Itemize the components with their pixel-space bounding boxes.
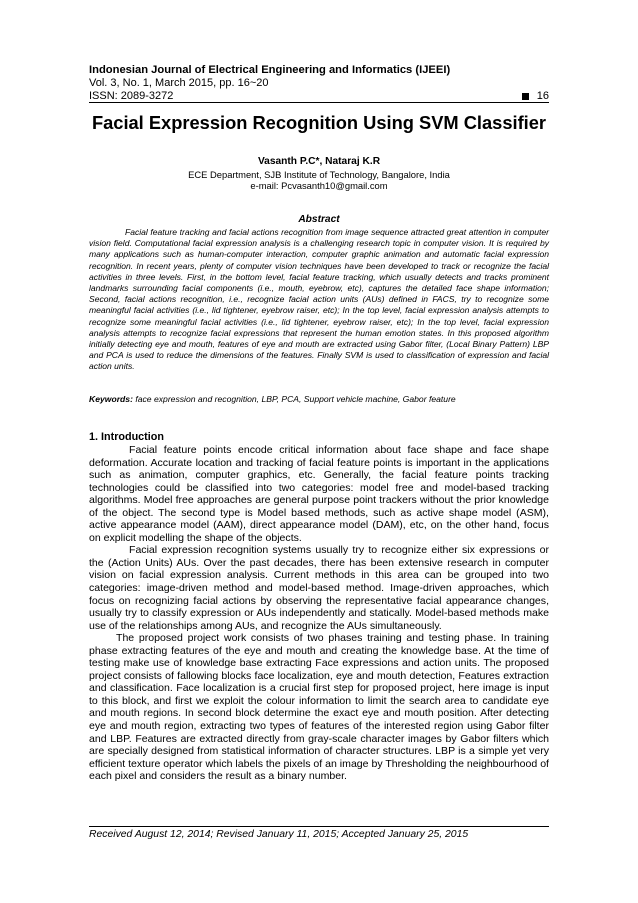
- keywords-text: face expression and recognition, LBP, PCA, Support vehicle machine, Gabor feature: [135, 394, 456, 404]
- paper-title: Facial Expression Recognition Using SVM Classifier: [91, 112, 547, 133]
- introduction-body: [89, 444, 549, 783]
- issn: ISSN: 2089-3272: [89, 90, 174, 102]
- footer-divider: [89, 826, 549, 827]
- affiliation: ECE Department, SJB Institute of Technology, Bangalore, India: [188, 169, 450, 180]
- square-bullet-icon: [522, 93, 529, 100]
- keywords-label: Keywords:: [89, 394, 133, 404]
- volume-line: Vol. 3, No. 1, March 2015, pp. 16~20: [89, 77, 269, 89]
- abstract-text: Facial feature tracking and facial actions recognition from image sequence attracted great attention in computer vision field. Computational facial expression analysis is a challenging research topic in computer vision. It is required by many applications such as human-computer interaction, computer graphic animation and automatic facial expression recognition. In recent years, plenty of computer vision techniques have been developed to track or recognize the facial activities in three levels. First, in the bottom level, facial feature tracking, which usually detects and tracks prominent landmarks surrounding facial components (i.e., mouth, eyebrow, etc), captures the detailed face shape information; Second, facial actions recognition, i.e., recognize facial action units (AUs) defined in FACS, try to recognize some meaningful facial activities (i.e., lid tightener, eyebrow raiser, etc); In the top level, facial expression analysis attempts to recognize some meaningful facial activities (i.e., lid tightener, eyebrow raiser, etc); In the top level, facial expression analysis attempts to recognize facial expressions that represent the human emotion states. In this proposed algorithm initially detecting eye and mouth, features of eye and mouth are extracted using Gabor filter, (Local Binary Pattern) LBP and PCA is used to reduce the dimensions of the features. Finally SVM is used to classification of expression and facial action units.: [89, 227, 549, 372]
- received-dates: Received August 12, 2014; Revised January 11, 2015; Accepted January 25, 2015: [89, 829, 469, 840]
- intro-paragraph-1: Facial feature points encode critical information about face shape and face shape deformation. Accurate location and tracking of facial feature points is important in the applications such as animation, computer graphics, etc. Generally, the facial feature points tracking technologies could be classified into two categories: model free and model-based tracking algorithms. Model free approaches are general purpose point trackers without the prior knowledge of the object. The second type is Model based methods, such as active shape model (ASM), active appearance model (AAM), direct appearance model (DAM), etc, on the other hand, focus on explicit modelling the shape of the objects.: [89, 444, 549, 544]
- intro-paragraph-3: The proposed project work consists of two phases training and testing phase. In training phase extracting features of the eye and mouth and creating the knowledge base. At the time of testing make use of knowledge base extracting Face expressions and action units. The proposed project consists of fallowing blocks face localization, eye and mouth detection, Features extraction and classification. Face localization is a crucial first step for proposed project, here image is input to this block, and first we exploit the colour information to limit the search area to candidate eye and mouth regions. In second block determine the exact eye and mouth position. After detecting eye and mouth region, extracting two types of features of the interested region using Gabor filter and LBP. Features are extracted directly from gray-scale character images by Gabor filters which are specially designed from statistical information of character structures. LBP is a simple yet very efficient texture operator which labels the pixels of an image by Thresholding the neighbourhood of each pixel and considers the result as a binary number.: [89, 632, 549, 783]
- header-divider: [89, 102, 549, 103]
- abstract-heading: Abstract: [298, 214, 340, 225]
- intro-paragraph-2: Facial expression recognition systems usually try to recognize either six expressions or the (Action Units) AUs. Over the past decades, there has been extensive research in computer vision on facial expression analysis. Current methods in this area can be grouped into two categories: image-driven method and model-based method. Image-driven approaches, which focus on recognizing facial actions by observing the representative facial appearance changes, usually try to classify expression or AUs independently and statically. Model-based methods make use of the relationships among AUs, and recognize the AUs simultaneously.: [89, 544, 549, 632]
- keywords: [89, 394, 549, 405]
- section-heading-introduction: 1. Introduction: [89, 431, 164, 443]
- author-email: e-mail: Pcvasanth10@gmail.com: [250, 180, 388, 191]
- journal-header: [89, 64, 549, 103]
- journal-name: Indonesian Journal of Electrical Engineering and Informatics (IJEEI): [89, 64, 451, 76]
- page-number: 16: [536, 90, 549, 102]
- authors: Vasanth P.C*, Nataraj K.R: [257, 156, 381, 167]
